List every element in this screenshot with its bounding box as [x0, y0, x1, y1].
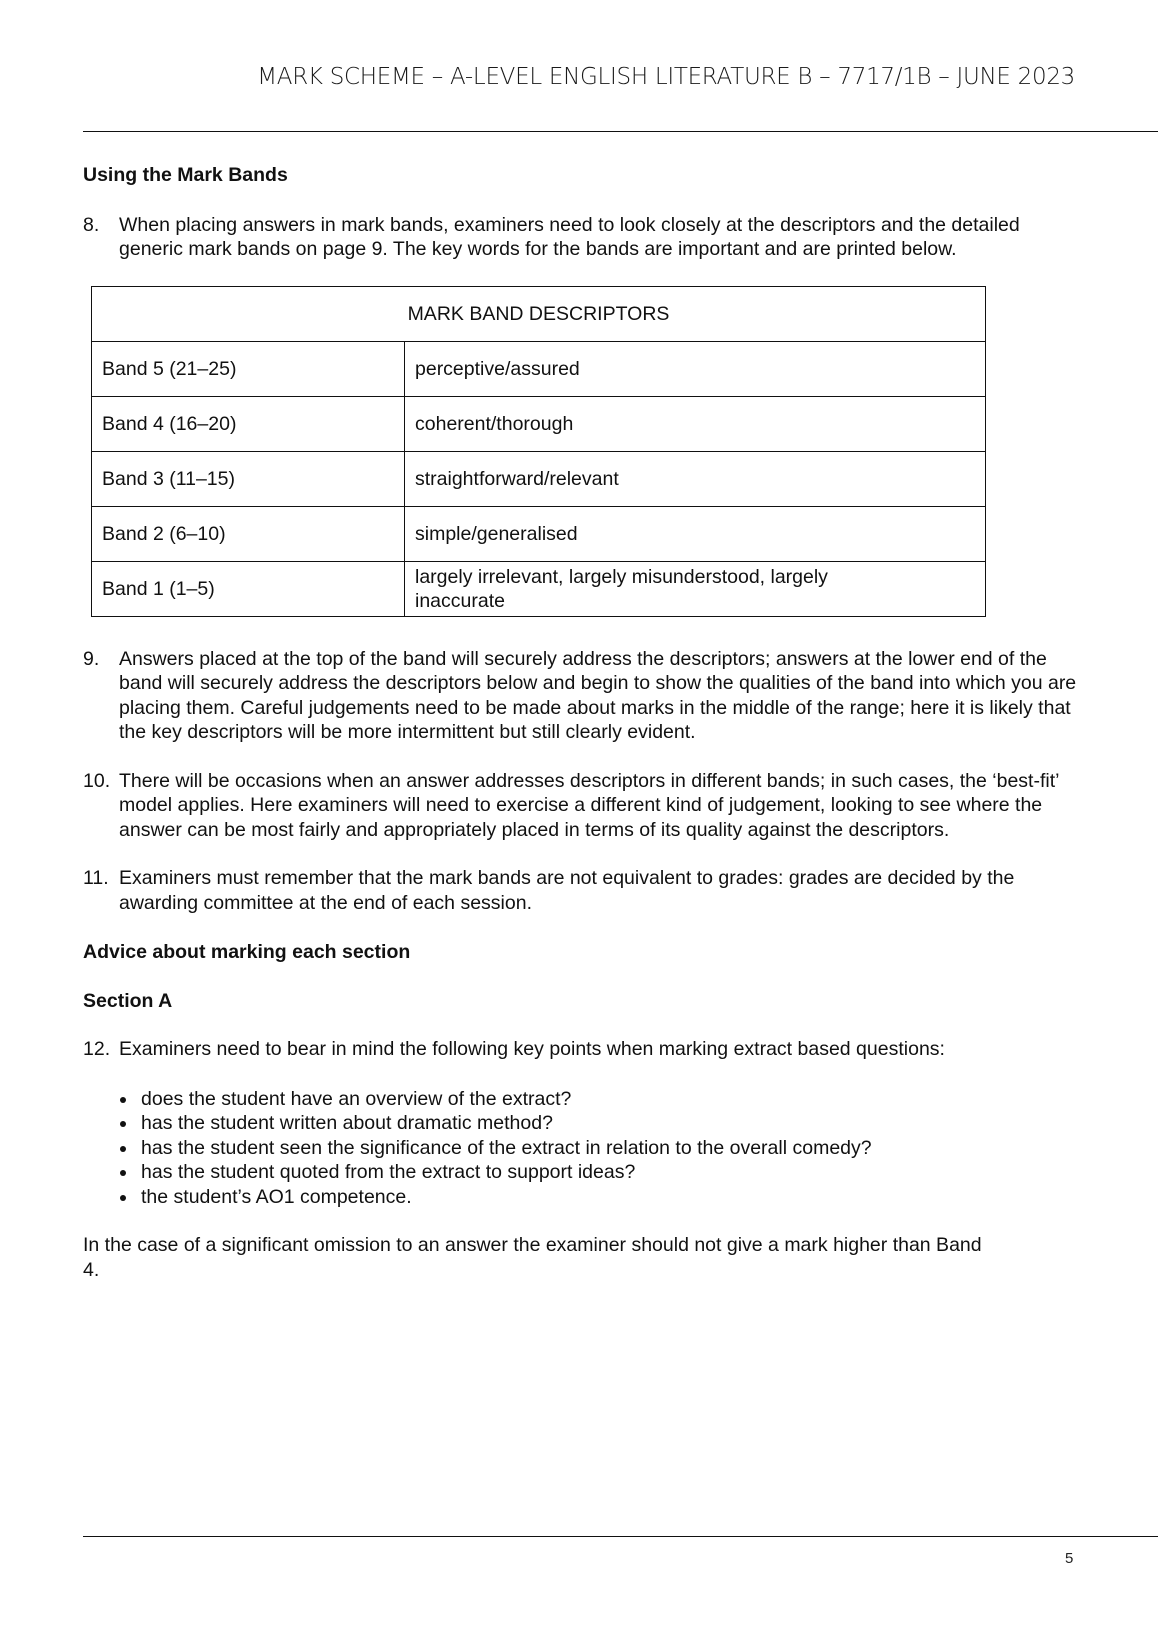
item-number: 10.: [83, 769, 111, 792]
item-number: 8.: [83, 213, 100, 236]
list-item: the student’s AO1 competence.: [141, 1185, 1083, 1210]
item-number: 9.: [83, 647, 100, 670]
item-text: There will be occasions when an answer addresses descriptors in different bands; in such cases, the ‘best-fit’ model applies. Here examiners will need to exercise a different kind of judgement, looking to see where the answer can be most fairly and appropriately placed in terms of its quality against the descriptors.: [119, 769, 1059, 841]
table-title: MARK BAND DESCRIPTORS: [92, 286, 986, 341]
item-text: Answers placed at the top of the band will securely address the descriptors; answers at the lower end of the band will securely address the descriptors below and begin to show the qualities of the band into which you are placing them. Careful judgements need to be made about marks in the middle of the range; here it is likely that the key descriptors will be more intermittent but still clearly evident.: [119, 647, 1077, 743]
item-text: Examiners must remember that the mark bands are not equivalent to grades: grades are decided by the awarding committee at the end of each session.: [119, 867, 1015, 914]
band-cell: Band 4 (16–20): [92, 396, 405, 451]
item-text: When placing answers in mark bands, examiners need to look closely at the descriptors and the detailed generic mark bands on page 9. The key words for the bands are important and are printed below.: [119, 213, 1020, 260]
table-row: [92, 451, 986, 506]
band-cell: Band 5 (21–25): [92, 341, 405, 396]
table-row: [92, 506, 986, 561]
list-item: does the student have an overview of the extract?: [141, 1087, 1083, 1112]
numbered-item-11: [83, 866, 1083, 915]
numbered-item-8: [83, 213, 1083, 262]
closing-paragraph: In the case of a significant omission to an answer the examiner should not give a mark higher than Band 4.: [83, 1234, 982, 1281]
descriptor-cell: coherent/thorough: [405, 396, 986, 451]
item-number: 11.: [83, 867, 109, 889]
footer-rule: [83, 1536, 1158, 1537]
band-cell: Band 3 (11–15): [92, 451, 405, 506]
table-row: [92, 561, 986, 616]
list-item: has the student seen the significance of the extract in relation to the overall comedy?: [141, 1136, 1083, 1161]
section-heading-section-a: Section A: [83, 989, 173, 1012]
mark-band-table: [91, 286, 986, 617]
key-points-list: [83, 1087, 1083, 1210]
numbered-item-10: [83, 769, 1083, 843]
descriptor-cell: largely irrelevant, largely misunderstood, largely inaccurate: [405, 561, 986, 616]
band-cell: Band 1 (1–5): [92, 561, 405, 616]
page-number: 5: [1065, 1550, 1074, 1567]
descriptor-cell: perceptive/assured: [405, 341, 986, 396]
item-text: Examiners need to bear in mind the following key points when marking extract based questions:: [119, 1038, 945, 1060]
numbered-item-9: [83, 647, 1083, 745]
numbered-item-12: [83, 1037, 1083, 1062]
running-header: MARK SCHEME – A-LEVEL ENGLISH LITERATURE B – 7717/1B – JUNE 2023: [257, 64, 1075, 90]
header-rule: [83, 131, 1158, 132]
page-content: [83, 163, 1083, 1282]
list-item: has the student written about dramatic method?: [141, 1111, 1083, 1136]
descriptor-cell: simple/generalised: [405, 506, 986, 561]
table-row: [92, 341, 986, 396]
item-number: 12.: [83, 1038, 111, 1060]
section-heading-advice: Advice about marking each section: [83, 941, 411, 963]
descriptor-cell: straightforward/relevant: [405, 451, 986, 506]
band-cell: Band 2 (6–10): [92, 506, 405, 561]
section-heading-using-mark-bands: Using the Mark Bands: [83, 164, 288, 186]
list-item: has the student quoted from the extract to support ideas?: [141, 1160, 1083, 1185]
table-row: [92, 396, 986, 451]
